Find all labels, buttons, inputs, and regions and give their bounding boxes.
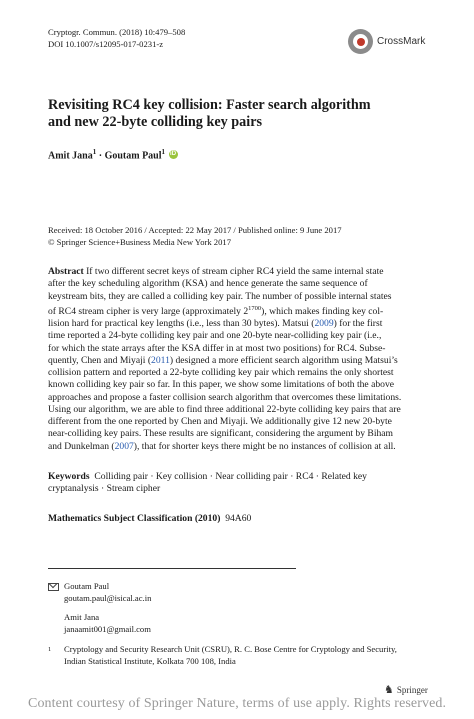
keywords-line: Colliding pair · Key collision · Near colliding pair · RC4 · Related key bbox=[94, 471, 367, 482]
crossmark-badge[interactable] bbox=[348, 29, 425, 54]
corresponding-author-name: Amit Jana bbox=[64, 612, 100, 622]
email-link[interactable]: goutam.paul@isical.ac.in bbox=[64, 592, 152, 603]
publisher-name: Springer bbox=[396, 684, 428, 695]
abstract-line: after the key scheduling algorithm (KSA) and hence generate the same sequence of bbox=[48, 278, 368, 290]
abstract-line: approaches and propose a faster collision search algorithm that overcomes these limitations. bbox=[48, 391, 402, 403]
affiliation-number: 1 bbox=[48, 646, 52, 653]
keywords-line: cryptanalysis · Stream cipher bbox=[48, 483, 161, 495]
author-name: Amit Jana bbox=[48, 150, 93, 162]
abstract-line: of RC4 stream cipher is very large (approximately $2^{1700}$), which makes finding key col- bbox=[48, 304, 384, 317]
envelope-icon bbox=[48, 583, 59, 591]
copyright-line: © Springer Science+Business Media New York 2017 bbox=[48, 237, 231, 247]
abstract-line: known colliding key pair so far. In this paper, we show some limitations of both the above bbox=[48, 379, 394, 391]
abstract-line: Using our algorithm, we are able to find three additional 22-byte colliding key pairs that are bbox=[48, 403, 401, 415]
msc-label: Mathematics Subject Classification (2010) bbox=[48, 513, 221, 524]
affiliation-line: Cryptology and Security Research Unit (CSRU), R. C. Bose Centre for Cryptology and Security, bbox=[64, 644, 397, 654]
abstract-line: Abstract If two different secret keys of stream cipher RC4 yield the same internal state bbox=[48, 266, 384, 277]
abstract-label: Abstract bbox=[48, 266, 84, 277]
abstract-line: quently, Chen and Miyaji (2011) designed a more efficient search algorithm using Matsui’s bbox=[48, 354, 398, 366]
paper-title bbox=[48, 97, 438, 131]
affiliation-marker: 1 bbox=[161, 148, 166, 156]
correspondence bbox=[48, 581, 151, 635]
author-list bbox=[48, 148, 178, 161]
doi[interactable]: DOI 10.1007/s12095-017-0231-z bbox=[48, 39, 164, 49]
email-link[interactable]: janaamit001@gmail.com bbox=[64, 623, 151, 634]
title-line-2: and new 22-byte colliding key pairs bbox=[48, 114, 263, 130]
orcid-icon[interactable]: iD bbox=[170, 151, 177, 158]
crossmark-icon bbox=[348, 29, 373, 54]
citation-link[interactable]: 2009 bbox=[314, 318, 334, 330]
affiliation-line: Indian Statistical Institute, Kolkata 700 108, India bbox=[64, 655, 236, 666]
citation-link[interactable]: 2007 bbox=[114, 440, 134, 452]
abstract-line: collision pattern and reported a 22-byte colliding key pair which remains the only shortest bbox=[48, 367, 394, 379]
dates-line: Received: 18 October 2016 / Accepted: 22 May 2017 / Published online: 9 June 2017 bbox=[48, 225, 342, 235]
publisher-logo bbox=[384, 683, 428, 696]
abstract-line: and Dunkelman (2007), that for shorter keys there might be no instances of collision at all. bbox=[48, 440, 396, 452]
footnote-divider bbox=[48, 568, 296, 569]
journal-citation: Cryptogr. Commun. (2018) 10:479–508 bbox=[48, 27, 186, 37]
corresponding-author-name: Goutam Paul bbox=[64, 581, 110, 591]
author-name: Goutam Paul bbox=[104, 150, 162, 162]
abstract-line: lision hard for practical key lengths (i.e., less than 30 bytes). Matsui (2009) for the first bbox=[48, 318, 383, 330]
springer-horse-icon: ♞ bbox=[384, 684, 394, 696]
title-line-1: Revisiting RC4 key collision: Faster search algorithm bbox=[48, 97, 371, 113]
affiliation bbox=[48, 644, 397, 667]
crossmark-label: CrossMark bbox=[377, 36, 426, 47]
keywords-label: Keywords bbox=[48, 471, 90, 482]
journal-info bbox=[48, 26, 185, 50]
abstract-line: different from the one reported by Chen and Miyaji. We additionally give 12 new 20-byte bbox=[48, 416, 392, 428]
abstract-line: keystream bits, they are called a colliding key pair. The number of possible internal states bbox=[48, 290, 392, 302]
abstract bbox=[48, 266, 426, 453]
author-separator: · bbox=[96, 150, 105, 162]
msc-value: 94A60 bbox=[225, 513, 252, 524]
courtesy-watermark: Content courtesy of Springer Nature, terms of use apply. Rights reserved. bbox=[28, 696, 447, 711]
abstract-line: near-colliding key pairs. These results are significant, considering the argument by Biham bbox=[48, 428, 393, 440]
msc-classification bbox=[48, 513, 251, 524]
exponent: 1700 bbox=[248, 304, 262, 312]
abstract-line: for which the state arrays after the KSA differ in at most two positions) for RC4. Subse- bbox=[48, 342, 386, 354]
publication-dates bbox=[48, 224, 342, 248]
citation-link[interactable]: 2011 bbox=[151, 354, 170, 366]
affiliation-marker: 1 bbox=[92, 148, 97, 156]
keywords bbox=[48, 471, 426, 496]
abstract-line: time reported a 24-byte colliding key pair and one 20-byte near-colliding key pair (i.e., bbox=[48, 330, 382, 342]
